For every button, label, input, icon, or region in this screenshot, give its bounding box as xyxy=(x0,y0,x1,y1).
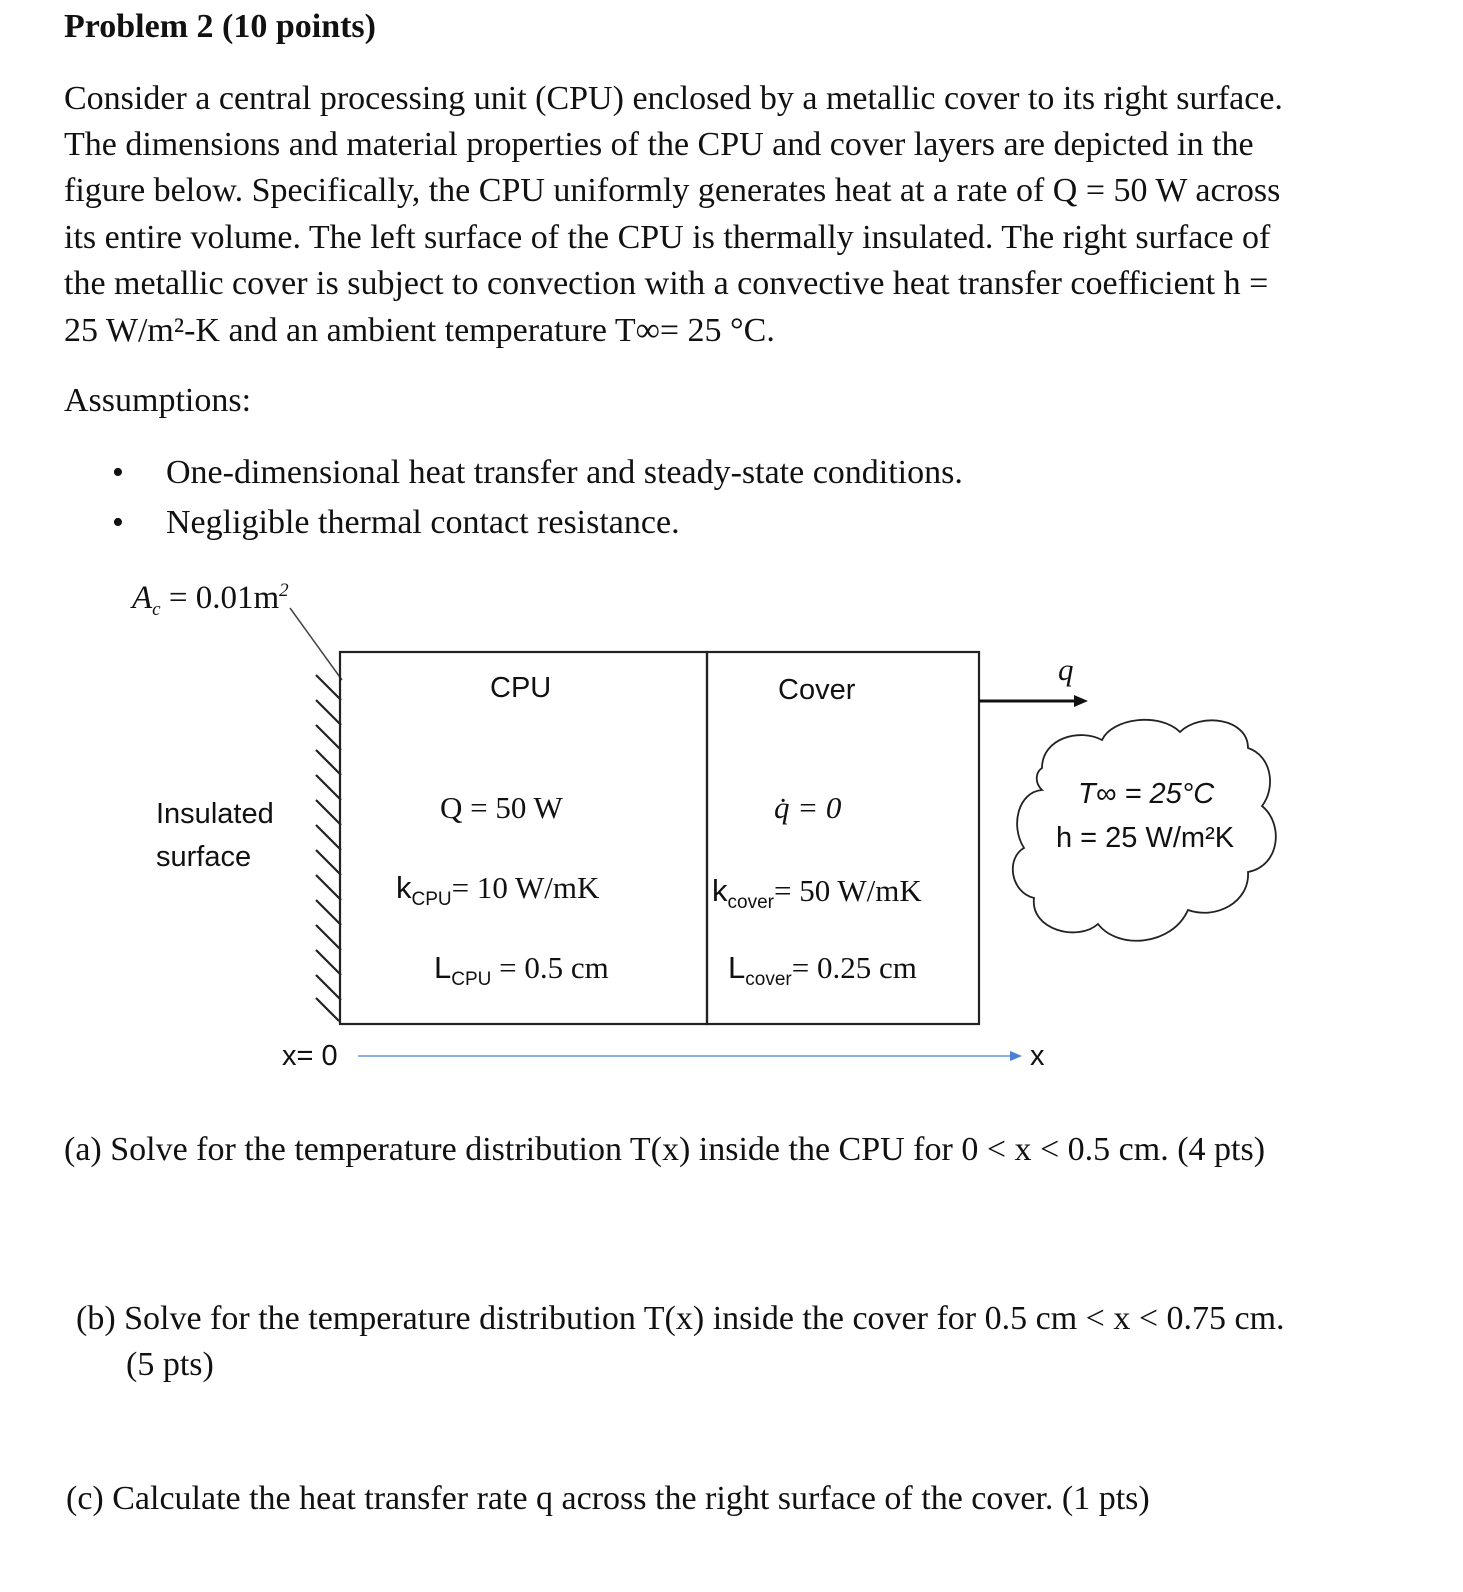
cover-conductivity: $k_{cover}= 50$ W/mK xyxy=(712,873,922,913)
origin-label: x= 0 xyxy=(282,1040,338,1072)
question-b-points: (5 pts) xyxy=(126,1346,214,1383)
x-axis-arrow-icon xyxy=(1010,1051,1022,1061)
x-axis-label: x xyxy=(1030,1040,1045,1072)
insulation-hatching xyxy=(316,675,341,1021)
intro-line: figure below. Specifically, the CPU uniformly generates heat at a rate of Q = 50 W across xyxy=(64,172,1281,209)
intro-line: its entire volume. The left surface of the CPU is thermally insulated. The right surface of xyxy=(64,219,1271,256)
arrow-head-icon xyxy=(1074,695,1088,707)
question-a: (a) Solve for the temperature distribution T(x) inside the CPU for 0 < x < 0.5 cm. (4 pts) xyxy=(64,1131,1266,1168)
ambient-temperature: T∞ = 25°C xyxy=(1078,778,1215,810)
convection-coefficient: h = 25 W/m²K xyxy=(1056,822,1235,854)
intro-line: The dimensions and material properties of the CPU and cover layers are depicted in the xyxy=(64,126,1254,163)
intro-line: Consider a central processing unit (CPU) enclosed by a metallic cover to its right surface. xyxy=(64,80,1283,117)
cpu-conductivity: $k_{CPU}= 10$ W/mK xyxy=(396,870,600,910)
assumption-item: Negligible thermal contact resistance. xyxy=(166,504,680,541)
assumptions-heading: Assumptions: xyxy=(64,382,252,419)
cpu-thickness: $L_{CPU} = 0.5$ cm xyxy=(434,950,609,990)
cover-title: Cover xyxy=(778,674,856,706)
area-label: $A_c = 0.01m^2$ xyxy=(132,580,289,620)
cover-heat-generation: q̇ = 0 xyxy=(774,790,842,825)
bullet-icon: • xyxy=(112,504,124,541)
bullet-icon: • xyxy=(112,454,124,491)
cpu-heat-generation: Q = 50 W xyxy=(440,790,563,825)
area-leader-line xyxy=(290,608,342,680)
question-c: (c) Calculate the heat transfer rate q across the right surface of the cover. (1 pts) xyxy=(66,1480,1150,1517)
problem-title: Problem 2 (10 points) xyxy=(64,8,376,45)
insulated-label: Insulated xyxy=(156,798,274,830)
cpu-title: CPU xyxy=(490,672,552,704)
intro-line: 25 W/m²-K and an ambient temperature T∞= 25 °C. xyxy=(64,312,775,349)
assumption-item: One-dimensional heat transfer and steady-state conditions. xyxy=(166,454,963,491)
insulated-label: surface xyxy=(156,841,252,873)
intro-line: the metallic cover is subject to convection with a convective heat transfer coefficient h = xyxy=(64,265,1269,302)
heat-rate-label: q xyxy=(1058,652,1074,687)
question-b: (b) Solve for the temperature distribution T(x) inside the cover for 0.5 cm < x < 0.75 cm. xyxy=(76,1300,1285,1337)
cover-thickness: $L_{cover}= 0.25$ cm xyxy=(728,950,917,990)
